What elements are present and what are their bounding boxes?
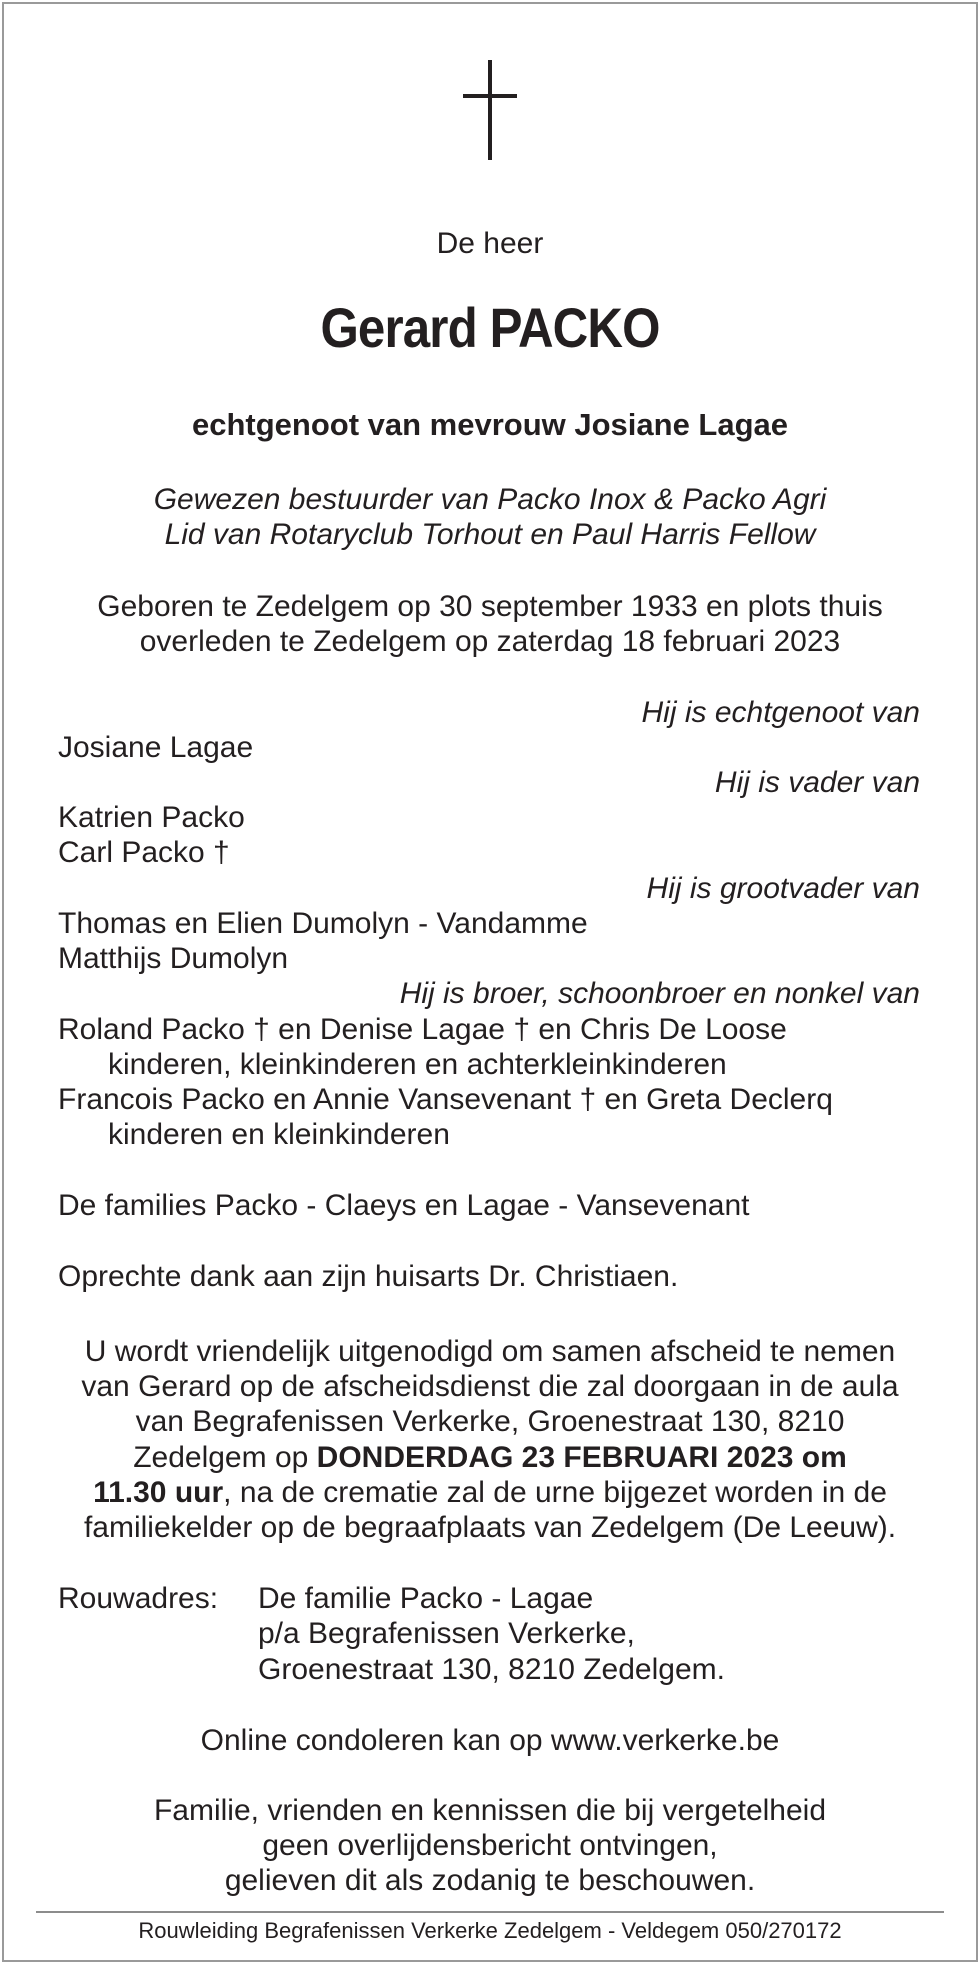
invitation-text: Zedelgem op: [133, 1441, 317, 1474]
invitation-line: familiekelder op de begraafplaats van Zedelgem (De Leeuw).: [83, 1511, 897, 1544]
life-line: overleden te Zedelgem op zaterdag 18 februari 2023: [139, 625, 841, 658]
role-line: Gewezen bestuurder van Packo Inox & Packo Agri: [153, 483, 827, 516]
sibling-line: Roland Packo † en Denise Lagae † en Chris De Loose: [58, 1013, 787, 1046]
invitation-text: , na de crematie zal de urne bijgezet worden in de: [223, 1476, 887, 1509]
address-line: p/a Begrafenissen Verkerke,: [258, 1617, 635, 1650]
spouse-name: Josiane Lagae: [58, 731, 254, 764]
footer-text: Rouwleiding Begrafenissen Verkerke Zedelgem - Veldegem 050/270172: [138, 1918, 842, 1943]
invitation-line: van Gerard op de afscheidsdienst die zal doorgaan in de aula: [81, 1370, 899, 1403]
address-label: Rouwadres:: [58, 1582, 219, 1615]
invitation-line: U wordt vriendelijk uitgenodigd om samen afscheid te nemen: [84, 1335, 896, 1368]
ceremony-date: DONDERDAG 23 FEBRUARI 2023 om: [316, 1441, 847, 1474]
address-line: Groenestraat 130, 8210 Zedelgem.: [258, 1653, 725, 1686]
sibling-line: kinderen en kleinkinderen: [108, 1118, 450, 1151]
sibling-line: Francois Packo en Annie Vansevenant † en Greta Declerq: [58, 1083, 833, 1116]
closing-line: geen overlijdensbericht ontvingen,: [262, 1829, 718, 1862]
sibling-label: Hij is broer, schoonbroer en nonkel van: [399, 977, 920, 1010]
spouse-line: echtgenoot van mevrouw Josiane Lagae: [191, 407, 789, 442]
role-line: Lid van Rotaryclub Torhout en Paul Harris Fellow: [164, 518, 816, 551]
grandfather-label: Hij is grootvader van: [646, 872, 920, 905]
grandchild-name: Thomas en Elien Dumolyn - Vandamme: [58, 907, 588, 940]
life-line: Geboren te Zedelgem op 30 september 1933 en plots thuis: [97, 590, 883, 623]
father-label: Hij is vader van: [714, 766, 920, 799]
invitation-line: van Begrafenissen Verkerke, Groenestraat 130, 8210: [135, 1405, 845, 1438]
deceased-name: Gerard PACKO: [320, 296, 660, 359]
closing-line: gelieven dit als zodanig te beschouwen.: [224, 1864, 756, 1897]
cross-icon: [463, 60, 517, 160]
closing-line: Familie, vrienden en kennissen die bij vergetelheid: [153, 1794, 827, 1827]
sibling-line: kinderen, kleinkinderen en achterkleinkinderen: [108, 1048, 727, 1081]
thanks-line: Oprechte dank aan zijn huisarts Dr. Christiaen.: [58, 1260, 679, 1293]
families-line: De families Packo - Claeys en Lagae - Vansevenant: [58, 1189, 750, 1222]
invitation-line: [0, 1440, 980, 1475]
spouse-label: Hij is echtgenoot van: [641, 696, 920, 729]
child-name: Carl Packo †: [58, 836, 230, 869]
footer-divider: [36, 1911, 944, 1913]
address-line: De familie Packo - Lagae: [258, 1582, 594, 1615]
child-name: Katrien Packo: [58, 801, 245, 834]
grandchild-name: Matthijs Dumolyn: [58, 942, 289, 975]
invitation-line: [0, 1475, 980, 1510]
title-prefix: De heer: [436, 227, 544, 260]
ceremony-time: 11.30 uur: [93, 1476, 224, 1509]
online-condolence: Online condoleren kan op www.verkerke.be: [200, 1724, 780, 1757]
